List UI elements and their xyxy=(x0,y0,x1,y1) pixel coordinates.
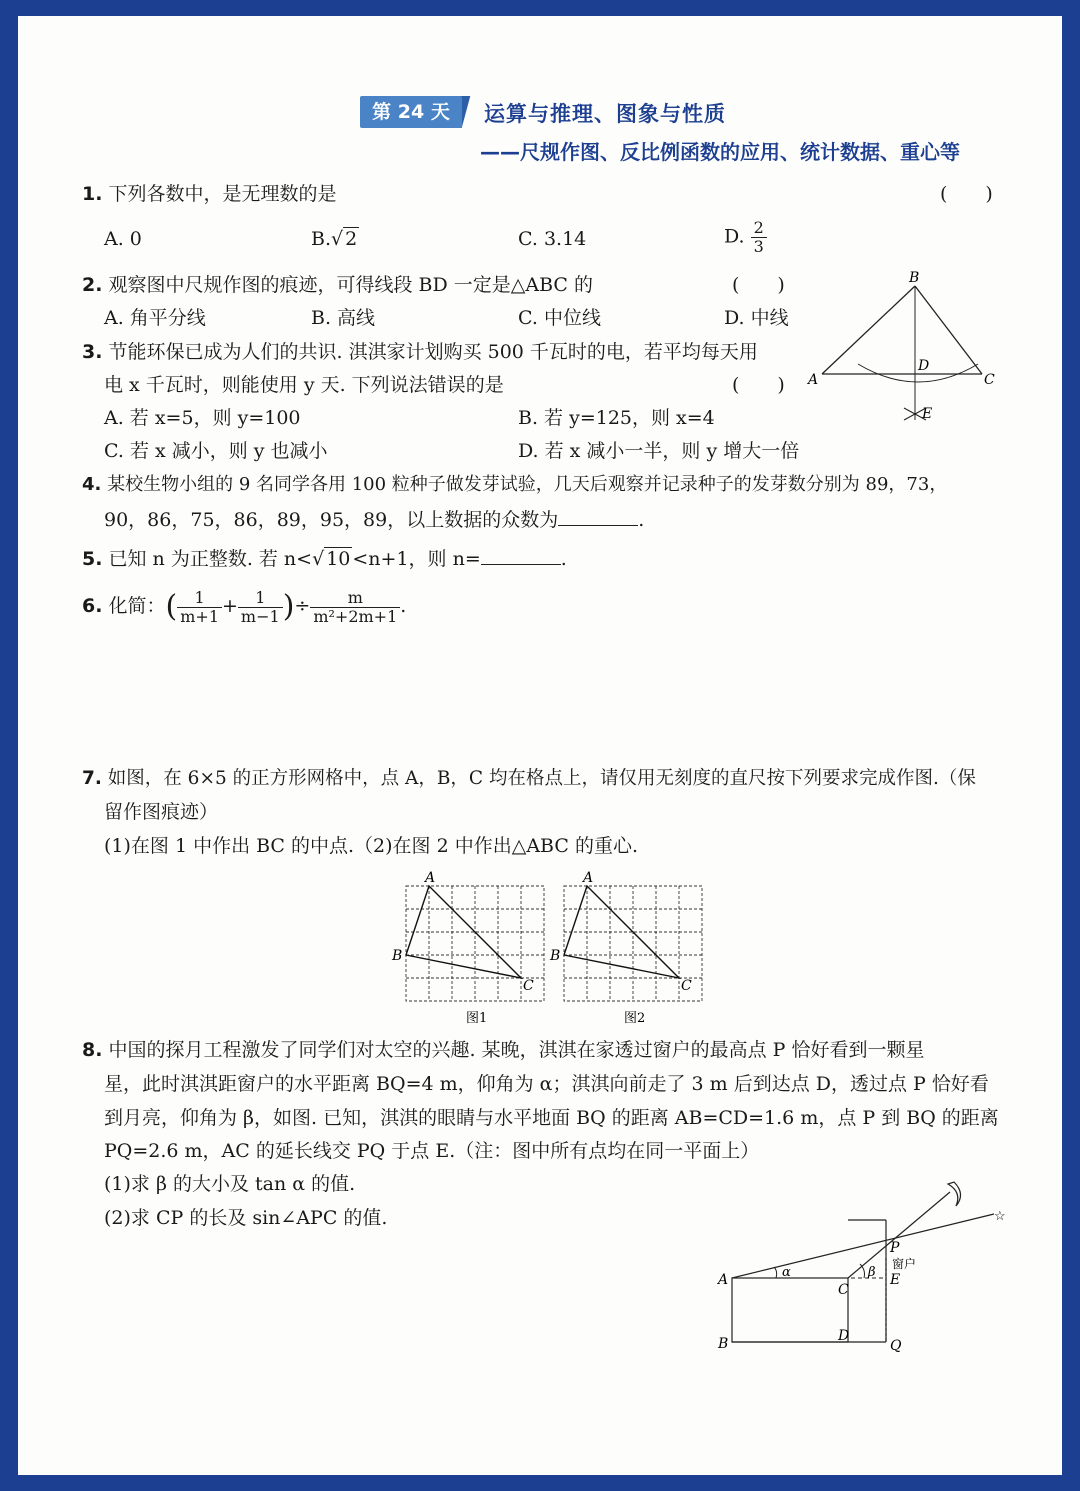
moon-icon xyxy=(948,1182,961,1206)
denominator: m²+2m+1 xyxy=(313,606,398,626)
worksheet-page xyxy=(18,16,1062,1475)
question-2 xyxy=(82,273,593,297)
label-c: C xyxy=(681,978,692,994)
operator: + xyxy=(222,595,238,617)
label-q: Q xyxy=(890,1338,902,1354)
point-label-c: C xyxy=(984,372,995,388)
answer-paren: ( ) xyxy=(940,183,993,205)
label-alpha: α xyxy=(782,1265,791,1280)
label-a: A xyxy=(425,870,436,886)
option-label: B. xyxy=(311,228,332,250)
question-text: 观察图中尺规作图的痕迹，可得线段 BD 一定是△ABC 的 xyxy=(108,274,594,296)
option-d xyxy=(724,219,767,256)
fraction-2 xyxy=(238,589,283,626)
question-text-line1: 节能环保已成为人们的共识. 淇淇家计划购买 500 千瓦时的电，若平均每天用 xyxy=(108,341,758,363)
text: <n+1，则 n= xyxy=(352,548,481,570)
question-text-line2 xyxy=(104,507,644,532)
option-a: A. 若 x=5，则 y=100 xyxy=(104,407,301,429)
question-text-line1: 如图，在 6×5 的正方形网格中，点 A，B，C 均在格点上，请仅用无刻度的直尺按下列要求完成作图.（保 xyxy=(107,768,976,789)
question-6: 6. 化简：( $\frac{1}{m+1}$ + $\frac{1}{m-1}$ )÷ $\frac{m}{\text{m²+2m+1}}$ . xyxy=(82,587,407,626)
sub-question-2: (2)求 CP 的长及 sin∠APC 的值. xyxy=(104,1207,388,1229)
question-7 xyxy=(82,767,976,791)
radicand: 2 xyxy=(345,228,358,250)
period: . xyxy=(638,509,645,531)
question-number: 2. xyxy=(82,274,103,296)
question-text-line4: PQ=2.6 m，AC 的延长线交 PQ 于点 E.（注：图中所有点均在同一平面上） xyxy=(104,1140,760,1162)
sub-question-1: (1)求 β 的大小及 tan α 的值. xyxy=(104,1173,356,1195)
question-number: 3. xyxy=(82,341,103,363)
option-b: B.√ 2 xyxy=(311,228,358,250)
question-text-line2: 电 x 千瓦时，则能使用 y 天. 下列说法错误的是 xyxy=(104,374,504,396)
question-text-line1: 某校生物小组的 9 名同学各用 100 粒种子做发芽试验，几天后观察并记录种子的发芽数分别为 89，73， xyxy=(107,474,948,495)
radicand: 10 xyxy=(326,548,351,570)
label-p: P xyxy=(890,1240,900,1256)
question-number: 5. xyxy=(82,548,103,570)
answer-blank[interactable] xyxy=(558,507,638,526)
text: 已知 n 为正整数. 若 n< xyxy=(108,548,313,570)
option-a: A. 角平分线 xyxy=(104,307,206,329)
question-number: 4. xyxy=(82,474,102,495)
answer-paren: ( ) xyxy=(732,374,785,396)
numerator: 1 xyxy=(177,589,222,608)
label-a: A xyxy=(718,1272,729,1288)
question-number: 6. xyxy=(82,595,103,617)
label-c: C xyxy=(523,978,534,994)
option-c: C. 中位线 xyxy=(518,307,601,329)
grid-figures xyxy=(390,868,710,1028)
option-d: D. 中线 xyxy=(724,307,789,329)
option-b: B. 若 y=125，则 x=4 xyxy=(518,407,715,429)
day-badge: 第 24 天 xyxy=(360,96,462,128)
option-b: B. 高线 xyxy=(311,307,376,329)
question-8 xyxy=(82,1038,924,1062)
label-c: C xyxy=(838,1282,849,1298)
caption-figure-2: 图2 xyxy=(624,1011,646,1026)
star-icon: ☆ xyxy=(994,1209,1006,1224)
label-beta: β xyxy=(868,1265,876,1280)
option-c: C. 若 x 减小，则 y 也减小 xyxy=(104,440,328,462)
fraction-1 xyxy=(177,589,222,626)
label-e: E xyxy=(890,1272,901,1288)
question-number: 7. xyxy=(82,768,102,789)
denominator: m+1 xyxy=(180,606,219,626)
label-window: 窗户 xyxy=(892,1257,917,1271)
question-number: 8. xyxy=(82,1039,103,1061)
page-title: 运算与推理、图象与性质 xyxy=(484,102,726,126)
question-1 xyxy=(82,182,337,206)
label-b: B xyxy=(718,1336,729,1352)
label-b: B xyxy=(392,948,403,964)
option-a: A. 0 xyxy=(104,228,142,250)
answer-blank[interactable] xyxy=(481,546,561,565)
numerator: 1 xyxy=(238,589,283,608)
question-3 xyxy=(82,340,758,364)
fraction xyxy=(751,219,767,256)
question-text-line2: 星，此时淇淇距窗户的水平距离 BQ=4 m，仰角为 α；淇淇向前走了 3 m 后到达点 D，透过点 P 恰好看 xyxy=(104,1073,989,1095)
operator: ÷ xyxy=(294,595,311,617)
question-text-line2: 留作图痕迹） xyxy=(104,801,219,823)
question-4 xyxy=(82,473,947,497)
period: . xyxy=(560,548,567,570)
question-5: 5. 已知 n 为正整数. 若 n<√ 10 <n+1，则 n= . xyxy=(82,548,567,570)
point-label-b: B xyxy=(909,270,920,286)
option-d: D. 若 x 减小一半，则 y 增大一倍 xyxy=(518,440,800,462)
question-number: 1. xyxy=(82,183,103,205)
option-label: D. xyxy=(724,225,745,248)
denominator: m−1 xyxy=(240,606,280,626)
point-label-e: E xyxy=(922,406,933,422)
question-text-line1: 中国的探月工程激发了同学们对太空的兴趣. 某晚，淇淇在家透过窗户的最高点 P 恰好看到一颗星 xyxy=(108,1039,925,1061)
denominator: 3 xyxy=(753,237,764,256)
caption-figure-1: 图1 xyxy=(466,1011,488,1026)
point-label-d: D xyxy=(918,358,930,374)
answer-paren: ( ) xyxy=(732,274,785,296)
page-subtitle: ——尺规作图、反比例函数的应用、统计数据、重心等 xyxy=(480,140,960,164)
numerator: m xyxy=(310,589,400,608)
text: 化简： xyxy=(108,595,166,617)
label-b: B xyxy=(550,948,561,964)
label-a: A xyxy=(583,870,594,886)
point-label-a: A xyxy=(808,372,819,388)
compass-construction-figure xyxy=(808,270,1008,430)
moon-star-figure xyxy=(704,1168,1004,1358)
option-c: C. 3.14 xyxy=(518,228,587,250)
numerator: 2 xyxy=(751,219,767,238)
period: . xyxy=(400,595,407,617)
question-text-line3: (1)在图 1 中作出 BC 的中点.（2)在图 2 中作出△ABC 的重心. xyxy=(104,835,638,857)
fraction-3 xyxy=(310,589,400,626)
label-d: D xyxy=(838,1328,850,1344)
text: 90，86，75，86，89，95，89，以上数据的众数为 xyxy=(104,509,559,531)
question-text: 下列各数中，是无理数的是 xyxy=(108,183,337,205)
question-text-line3: 到月亮，仰角为 β，如图. 已知，淇淇的眼睛与水平地面 BQ 的距离 AB=CD=1.6 m，点 P 到 BQ 的距离 xyxy=(104,1107,999,1129)
